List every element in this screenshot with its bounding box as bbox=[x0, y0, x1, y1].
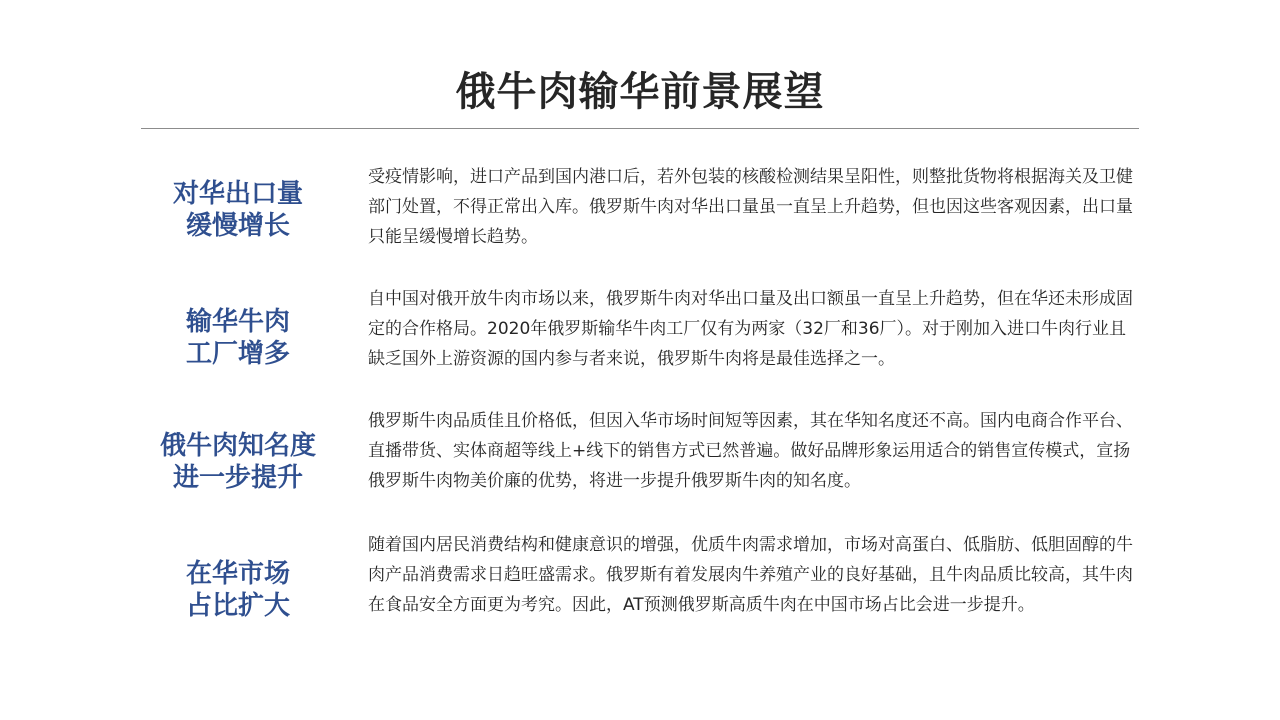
section-heading bbox=[138, 306, 338, 370]
section-heading-line2: 占比扩大 bbox=[185, 591, 290, 621]
section-text: 俄罗斯牛肉品质佳且价格低，但因入华市场时间短等因素，其在华知名度还不高。国内电商合作平台、直播带货、实体商超等线上+线下的销售方式已然普遍。做好品牌形象运用适合的销售宣传模式，宣扬俄罗斯牛肉物美价廉的优势，将进一步提升俄罗斯牛肉的知名度。 bbox=[368, 411, 1133, 491]
title-divider bbox=[141, 128, 1139, 129]
page-title: 俄牛肉输华前景展望 bbox=[455, 69, 825, 115]
section-heading bbox=[138, 178, 338, 242]
section-heading-line1: 在华市场 bbox=[185, 559, 290, 589]
section-text: 随着国内居民消费结构和健康意识的增强，优质牛肉需求增加，市场对高蛋白、低脂肪、低胆固醇的牛肉产品消费需求日趋旺盛需求。俄罗斯有着发展肉牛养殖产业的良好基础，且牛肉品质比较高，其牛肉在食品安全方面更为考究。因此，AT预测俄罗斯高质牛肉在中国市场占比会进一步提升。 bbox=[368, 535, 1133, 615]
section-heading-line1: 俄牛肉知名度 bbox=[159, 431, 316, 461]
section-heading bbox=[138, 558, 338, 622]
section-heading-line2: 缓慢增长 bbox=[185, 211, 290, 241]
section-text: 受疫情影响，进口产品到国内港口后，若外包装的核酸检测结果呈阳性，则整批货物将根据海关及卫健部门处置，不得正常出入库。俄罗斯牛肉对华出口量虽一直呈上升趋势，但也因这些客观因素，出口量只能呈缓慢增长趋势。 bbox=[368, 167, 1133, 247]
section-heading-line1: 输华牛肉 bbox=[185, 307, 290, 337]
section-heading-line2: 进一步提升 bbox=[172, 463, 303, 493]
section-heading-line2: 工厂增多 bbox=[185, 339, 290, 369]
section-heading bbox=[138, 430, 338, 494]
section-heading-line1: 对华出口量 bbox=[172, 179, 303, 209]
section-text: 自中国对俄开放牛肉市场以来，俄罗斯牛肉对华出口量及出口额虽一直呈上升趋势，但在华还未形成固定的合作格局。2020年俄罗斯输华牛肉工厂仅有为两家（32厂和36厂）。对于刚加入进口牛肉行业且缺乏国外上游资源的国内参与者来说，俄罗斯牛肉将是最佳选择之一。 bbox=[368, 289, 1133, 369]
